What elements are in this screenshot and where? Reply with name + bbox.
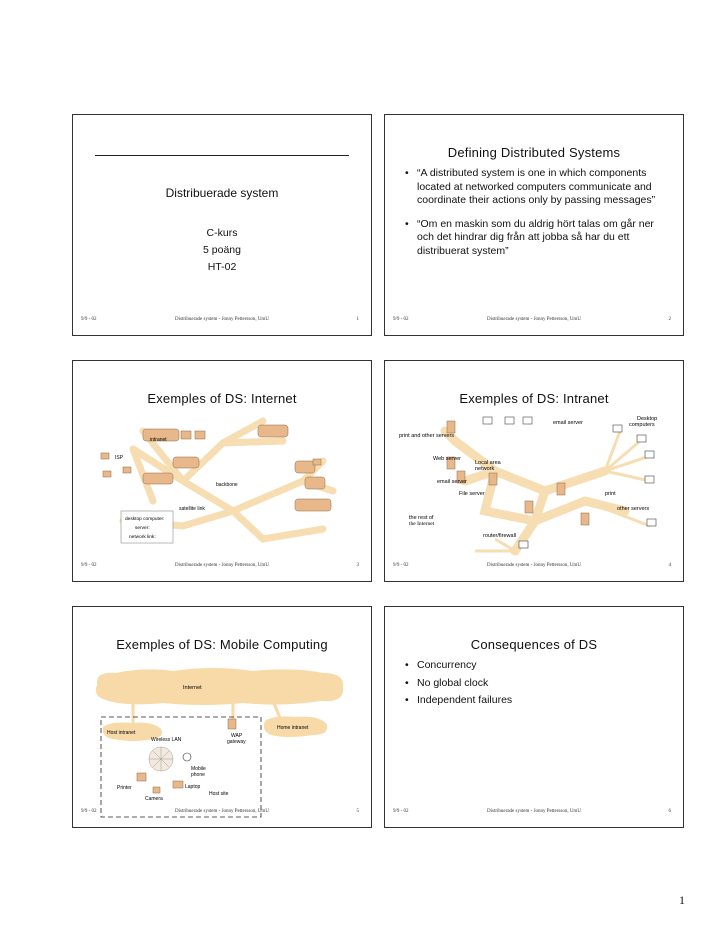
- host-site-label: Host site: [209, 791, 229, 797]
- bullet-item: • “A distributed system is one in which components located at networked computers communicate and coordinate their actions only by passing messages”: [405, 167, 669, 208]
- page-number: 1: [679, 893, 685, 907]
- title-rule: [95, 155, 349, 156]
- slide-title: Defining Distributed Systems: [447, 145, 621, 160]
- email-server-label: email server: [437, 479, 467, 485]
- camera-label: Camera: [145, 796, 163, 802]
- laptop-icon: [173, 781, 183, 788]
- slide-3: [72, 360, 372, 582]
- rest-line-1: the rest of: [409, 515, 434, 521]
- mobile-line-1: Mobile: [191, 766, 206, 772]
- footer-date: 9/9 - 02: [81, 563, 97, 568]
- course-term: HT-02: [207, 261, 237, 273]
- legend-desktop: desktop computer:: [125, 517, 165, 522]
- router-label: router/firewall: [483, 533, 517, 539]
- file-server-label: File server: [459, 491, 485, 497]
- mobile-line-2: phone: [191, 772, 205, 778]
- footer-date: 9/9 - 02: [81, 809, 97, 814]
- slide-number: 4: [668, 563, 671, 568]
- slide-footer: [385, 317, 683, 327]
- legend-server: server:: [135, 526, 150, 531]
- backbone-label: backbone: [216, 482, 238, 488]
- slide-6: [384, 606, 684, 828]
- intranet-diagram: [385, 361, 684, 582]
- course-level: C-kurs: [206, 227, 238, 239]
- legend-network: network link:: [129, 535, 156, 540]
- footer-date: 9/9 - 02: [393, 563, 409, 568]
- slide-4: [384, 360, 684, 582]
- rest-line-2: the Internet: [409, 521, 435, 527]
- bullet-item: • Concurrency: [405, 659, 669, 673]
- bullet-list: [405, 167, 669, 269]
- slide-1: [72, 114, 372, 336]
- slide-5: [72, 606, 372, 828]
- wireless-lan-label: Wireless LAN: [151, 737, 182, 743]
- node-icons: [101, 425, 331, 523]
- slide-title: Consequences of DS: [470, 637, 598, 652]
- laptop-label: Laptop: [185, 784, 201, 790]
- footer-date: 9/9 - 02: [81, 317, 97, 322]
- slide-number: 3: [356, 563, 359, 568]
- mobile-phone-label: [191, 766, 207, 778]
- print-servers-label: print and other servers: [399, 433, 455, 439]
- footer-author: Distribuerade system - Jonny Pettersson, UmU: [175, 317, 269, 322]
- slide-2: [384, 114, 684, 336]
- slide-footer: [385, 809, 683, 819]
- slide-title: Exemples of DS: Intranet: [459, 391, 609, 406]
- slide-title: Exemples of DS: Mobile Computing: [116, 637, 328, 652]
- footer-author: Distribuerade system - Jonny Pettersson, UmU: [487, 809, 581, 814]
- wireless-radio-icon: [149, 747, 173, 771]
- footer-date: 9/9 - 02: [393, 809, 409, 814]
- satellite-label: satellite link: [179, 506, 205, 512]
- printer-icon: [137, 773, 146, 781]
- printer-label: Printer: [117, 785, 132, 791]
- course-points: 5 poäng: [203, 244, 241, 256]
- footer-author: Distribuerade system - Jonny Pettersson, UmU: [175, 809, 269, 814]
- bullet-list: [405, 659, 669, 712]
- print-label: print: [605, 491, 616, 497]
- slide-number: 1: [356, 317, 359, 322]
- course-info: [73, 225, 371, 276]
- mobile-diagram: [73, 607, 372, 828]
- footer-author: Distribuerade system - Jonny Pettersson, UmU: [175, 563, 269, 568]
- footer-author: Distribuerade system - Jonny Pettersson, UmU: [487, 563, 581, 568]
- home-intranet-label: Home intranet: [277, 725, 309, 731]
- rest-internet-label: [409, 515, 435, 527]
- bullet-item: • No global clock: [405, 677, 669, 691]
- slide-number: 5: [356, 809, 359, 814]
- slide-footer: [385, 563, 683, 573]
- internet-cloud: [96, 668, 343, 705]
- isp-label: ISP: [115, 455, 124, 461]
- slide-number: 2: [668, 317, 671, 322]
- slide-title: Exemples of DS: Internet: [147, 391, 297, 406]
- mobile-phone-icon: [183, 753, 191, 761]
- other-servers-label: other servers: [617, 506, 650, 512]
- bullet-item: • Independent failures: [405, 694, 669, 708]
- wap-line-1: WAP: [231, 733, 243, 739]
- wap-gateway-icon: [228, 719, 236, 729]
- wap-line-2: gateway: [227, 739, 246, 745]
- lan-line-1: Local area: [475, 460, 501, 466]
- web-server-label: Web server: [433, 456, 462, 462]
- slide-footer: [73, 809, 371, 819]
- slide-title: Distribuerade system: [165, 186, 279, 200]
- wap-label: [227, 733, 246, 745]
- desktop-line-2: computers: [629, 422, 655, 428]
- footer-date: 9/9 - 02: [393, 317, 409, 322]
- footer-author: Distribuerade system - Jonny Pettersson, UmU: [487, 317, 581, 322]
- email-server-top-label: email server: [553, 420, 583, 426]
- internet-label: Internet: [183, 685, 202, 691]
- desktop-line-1: Desktop: [637, 416, 658, 422]
- camera-icon: [153, 787, 160, 793]
- intranet-label: intranet: [150, 437, 167, 443]
- slide-footer: [73, 317, 371, 327]
- lan-line-2: network: [475, 466, 495, 472]
- desktop-computers-label: [629, 416, 659, 428]
- slide-number: 6: [668, 809, 671, 814]
- host-intranet-label: Host intranet: [107, 730, 136, 736]
- internet-diagram: [73, 361, 372, 582]
- bullet-item: • “Om en maskin som du aldrig hört talas om går ner och det hindrar dig från att jobba så har du ett distribuerat system”: [405, 218, 669, 259]
- slide-footer: [73, 563, 371, 573]
